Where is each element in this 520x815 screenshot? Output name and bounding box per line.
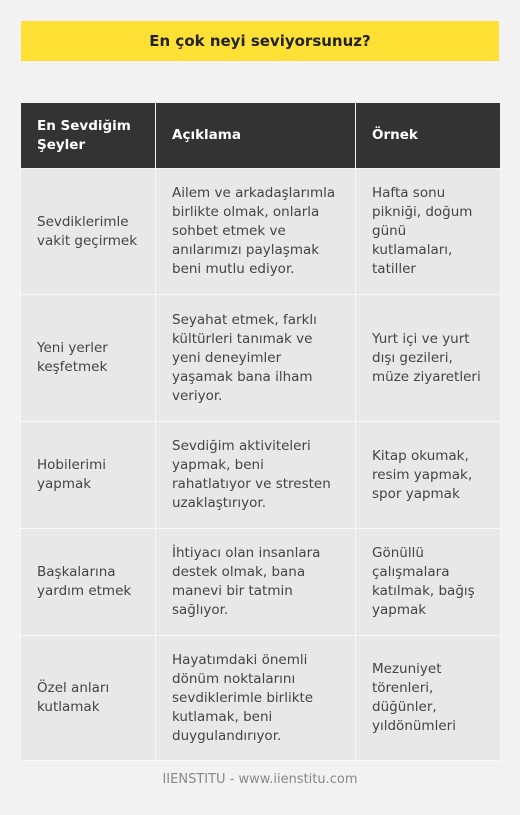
favorites-table — [20, 102, 501, 761]
cell-description: Ailem ve arkadaşlarımla birlikte olmak, onlarla sohbet etmek ve anılarımızı paylaşmak beni mutlu ediyor. — [156, 169, 356, 295]
table-header-row — [21, 103, 501, 169]
table-row — [21, 169, 501, 295]
cell-description: Hayatımdaki önemli dönüm noktalarını sevdiklerimle birlikte kutlamak, beni duygulandırıyor. — [156, 636, 356, 761]
cell-example: Kitap okumak, resim yapmak, spor yapmak — [356, 422, 501, 529]
cell-example: Yurt içi ve yurt dışı gezileri, müze ziyaretleri — [356, 295, 501, 422]
column-header-description: Açıklama — [156, 103, 356, 169]
table-row — [21, 636, 501, 761]
column-header-example: Örnek — [356, 103, 501, 169]
cell-favorite: Özel anları kutlamak — [21, 636, 156, 761]
cell-example: Hafta sonu pikniği, doğum günü kutlamaları, tatiller — [356, 169, 501, 295]
cell-favorite: Hobilerimi yapmak — [21, 422, 156, 529]
column-header-favorites: En Sevdiğim Şeyler — [21, 103, 156, 169]
table-row — [21, 295, 501, 422]
footer-credit: IIENSTITU - www.iienstitu.com — [162, 772, 358, 787]
cell-description: Seyahat etmek, farklı kültürleri tanımak ve yeni deneyimler yaşamak bana ilham veriyor. — [156, 295, 356, 422]
cell-favorite: Sevdiklerimle vakit geçirmek — [21, 169, 156, 295]
table-row — [21, 529, 501, 636]
cell-example: Gönüllü çalışmalara katılmak, bağış yapmak — [356, 529, 501, 636]
cell-description: Sevdiğim aktiviteleri yapmak, beni rahatlatıyor ve stresten uzaklaştırıyor. — [156, 422, 356, 529]
cell-favorite: Başkalarına yardım etmek — [21, 529, 156, 636]
cell-favorite: Yeni yerler keşfetmek — [21, 295, 156, 422]
cell-description: İhtiyacı olan insanlara destek olmak, bana manevi bir tatmin sağlıyor. — [156, 529, 356, 636]
page-title: En çok neyi seviyorsunuz? — [21, 21, 499, 61]
table-row — [21, 422, 501, 529]
cell-example: Mezuniyet törenleri, düğünler, yıldönümleri — [356, 636, 501, 761]
